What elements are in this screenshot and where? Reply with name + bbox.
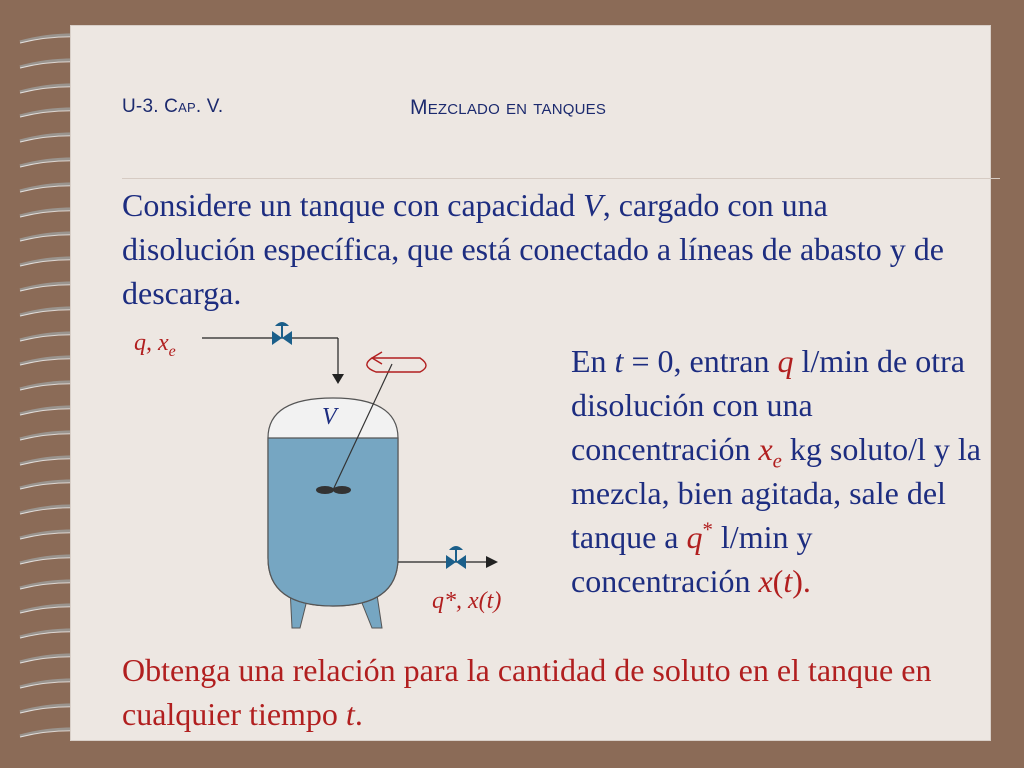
side-text-2: = 0, entran <box>623 343 778 379</box>
intro-text-1: Considere un tanque con capacidad <box>122 187 584 223</box>
var-q: q <box>777 343 794 379</box>
inlet-arrow <box>332 374 344 384</box>
volume-label: V <box>322 404 337 430</box>
tank-liquid <box>268 438 398 606</box>
var-t: t <box>614 343 624 379</box>
inlet-label: q, $x_e$ <box>134 330 176 360</box>
question-paragraph <box>122 648 982 736</box>
inlet-valve-icon <box>272 322 292 345</box>
side-text-1: En <box>571 343 615 379</box>
question-text-1: Obtenga una relación para la cantidad de soluto en el tanque en cualquier tiempo <box>122 652 932 732</box>
intro-text-2: , cargado con una disolución específica, que está conectado a líneas de abasto y de descarga. <box>122 187 944 311</box>
var-x-sub: e <box>772 449 782 473</box>
side-text-3: l/min de otra disolución con una concentración <box>571 343 965 467</box>
question-var-t: t <box>345 696 355 732</box>
var-t2: t <box>783 563 793 599</box>
slide-header <box>122 96 722 126</box>
outlet-valve-icon <box>446 546 466 569</box>
var-x: x <box>758 431 773 467</box>
var-q-star-sup: * <box>702 518 713 542</box>
intro-var-v: V <box>583 187 603 223</box>
outlet-label: q*, x(t) <box>432 588 502 614</box>
intro-paragraph <box>122 183 962 315</box>
side-text-5: l/min y concentración <box>571 519 813 599</box>
tank-diagram <box>120 318 560 638</box>
rotation-arrow-icon <box>367 352 426 372</box>
paren-open: ( <box>772 563 784 599</box>
section-title: Mezclado en tanques <box>410 96 607 119</box>
side-text-4: kg soluto/l y la mezcla, bien agitada, sale del tanque a <box>571 431 981 555</box>
process-description <box>571 339 991 603</box>
outlet-arrow <box>486 556 498 568</box>
header-divider <box>122 178 1000 179</box>
unit-label: U-3. Cap. V. <box>122 96 224 117</box>
var-q-star: q <box>686 519 703 555</box>
inlet-pipe <box>202 338 338 376</box>
paren-close: ). <box>792 563 811 599</box>
question-text-2: . <box>354 696 363 732</box>
var-x2: x <box>758 563 773 599</box>
